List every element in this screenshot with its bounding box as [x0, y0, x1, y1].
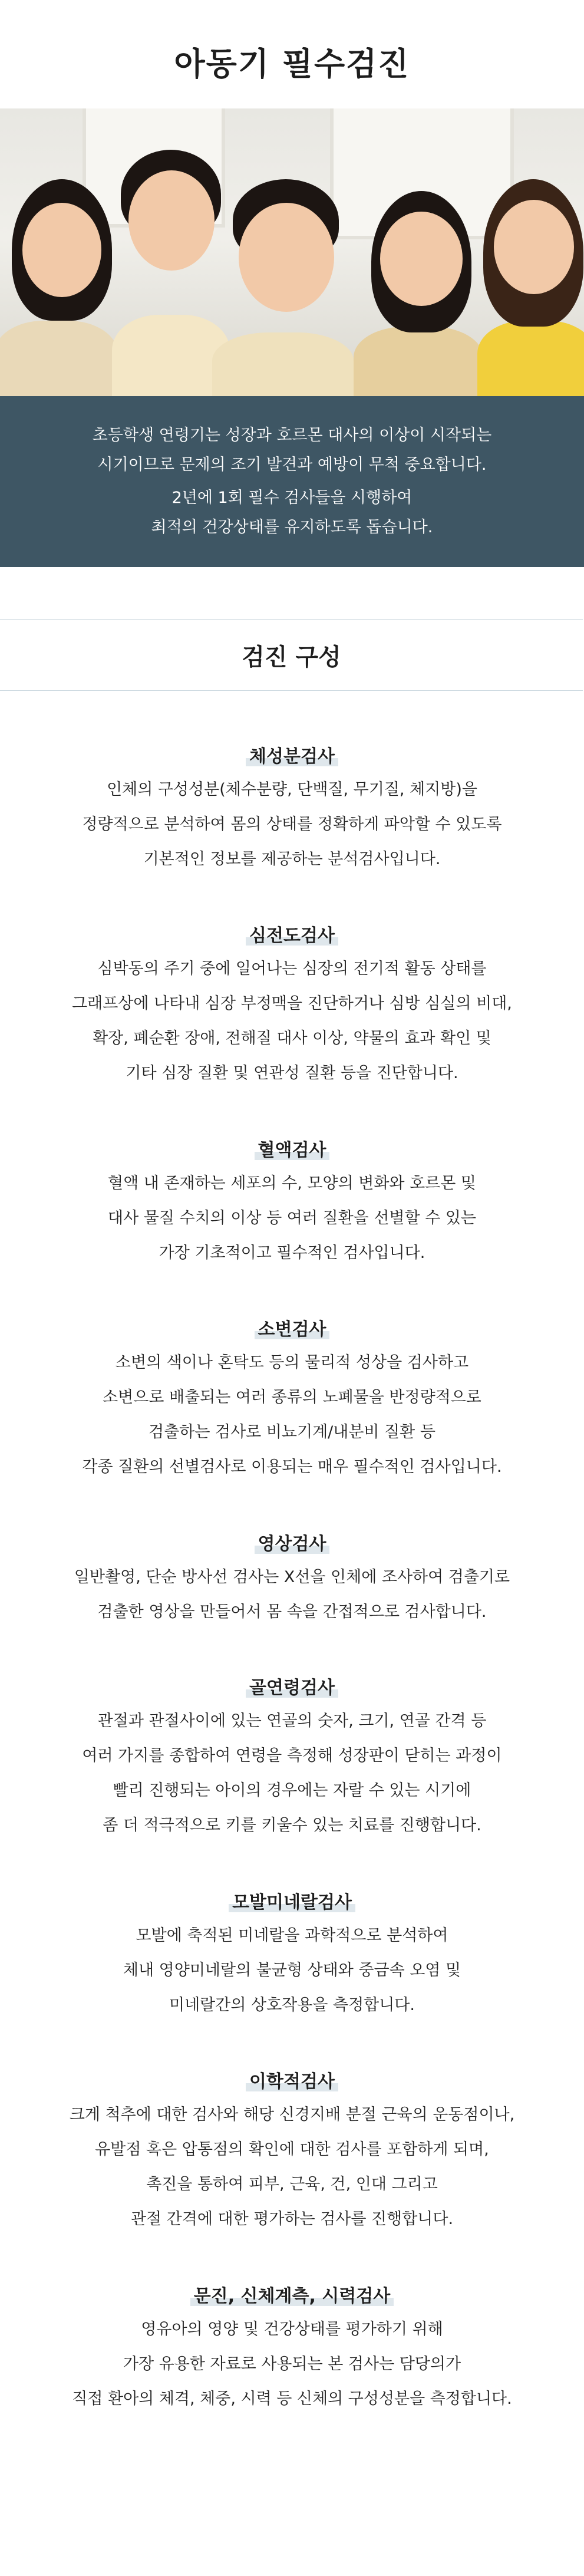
exam-desc-line: 인체의 구성성분(체수분량, 단백질, 무기질, 체지방)을: [107, 780, 477, 799]
exam-desc-line: 검출하는 검사로 비뇨기계/내분비 질환 등: [149, 1423, 435, 1441]
exam-desc-line: 크게 척추에 대한 검사와 해당 신경지배 분절 근육의 운동점이나,: [69, 2106, 515, 2124]
exam-desc-line: 확장, 폐순환 장애, 전해질 대사 이상, 약물의 효과 확인 및: [93, 1029, 491, 1047]
exam-desc-line: 정량적으로 분석하여 몸의 상태를 정확하게 파악할 수 있도록: [82, 815, 502, 834]
exam-desc-line: 기타 심장 질환 및 연관성 질환 등을 진단합니다.: [126, 1064, 458, 1082]
exam-title: 영상검사: [255, 1529, 330, 1555]
exam-desc-line: 관절과 관절사이에 있는 연골의 숫자, 크기, 연골 간격 등: [97, 1712, 487, 1730]
exam-desc-line: 체내 영양미네랄의 불균형 상태와 중금속 오염 및: [123, 1961, 461, 1979]
exam-desc-line: 직접 환아의 체격, 체중, 시력 등 신체의 구성성분을 측정합니다.: [72, 2390, 512, 2408]
exam-desc-line: 검출한 영상을 만들어서 몸 속을 간접적으로 검사합니다.: [97, 1603, 487, 1621]
exam-desc-line: 영유아의 영양 및 건강상태를 평가하기 위해: [141, 2320, 443, 2338]
exam-desc-line: 관절 간격에 대한 평가하는 검사를 진행합니다.: [130, 2210, 454, 2228]
exam-item-urine: [0, 1315, 584, 1484]
hero-image: [0, 108, 584, 396]
exam-title: 체성분검사: [246, 742, 338, 767]
exam-desc-line: 소변의 색이나 혼탁도 등의 물리적 성상을 검사하고: [115, 1353, 469, 1372]
exam-desc-line: 혈액 내 존재하는 세포의 수, 모양의 변화와 호르몬 및: [108, 1174, 476, 1193]
exam-item-imaging: [0, 1529, 584, 1629]
intro-banner: [0, 396, 584, 567]
intro-line: 2년에 1회 필수 검사들을 시행하여: [171, 489, 413, 507]
exam-desc-line: 소변으로 배출되는 여러 종류의 노폐물을 반정량적으로: [103, 1388, 481, 1406]
exam-title: 소변검사: [255, 1315, 330, 1340]
intro-line: 초등학생 연령기는 성장과 호르몬 대사의 이상이 시작되는: [92, 426, 492, 444]
exam-title: 이학적검사: [246, 2067, 338, 2093]
exam-desc-line: 촉진을 통하여 피부, 근육, 건, 인대 그리고: [146, 2175, 438, 2193]
intro-line: 시기이므로 문제의 조기 발견과 예방이 무척 중요합니다.: [97, 456, 487, 474]
exam-item-interview: [0, 2281, 584, 2416]
exam-item-hair-mineral: [0, 1887, 584, 2022]
exam-desc-line: 빨리 진행되는 아이의 경우에는 자랄 수 있는 시기에: [113, 1781, 471, 1800]
exam-title: 심전도검사: [246, 921, 338, 947]
exam-item-blood: [0, 1135, 584, 1270]
intro-line: 최적의 건강상태를 유지하도록 돕습니다.: [151, 518, 433, 536]
exam-item-ecg: [0, 921, 584, 1091]
exam-title: 문진, 신체계측, 시력검사: [190, 2281, 394, 2307]
exam-desc-line: 각종 질환의 선별검사로 이용되는 매우 필수적인 검사입니다.: [82, 1458, 502, 1476]
exam-desc-line: 여러 가지를 종합하여 연령을 측정해 성장판이 닫히는 과정이: [82, 1747, 502, 1765]
exam-desc-line: 그래프상에 나타내 심장 부정맥을 진단하거나 심방 심실의 비대,: [72, 994, 512, 1013]
exam-item-body-composition: [0, 742, 584, 877]
exam-desc-line: 미네랄간의 상호작용을 측정합니다.: [169, 1996, 415, 2014]
exam-title: 골연령검사: [246, 1673, 338, 1699]
exam-desc-line: 기본적인 정보를 제공하는 분석검사입니다.: [143, 850, 441, 868]
exam-item-physical: [0, 2067, 584, 2236]
exam-title: 모발미네랄검사: [229, 1887, 355, 1913]
exam-desc-line: 가장 기초적이고 필수적인 검사입니다.: [159, 1244, 425, 1262]
section-header: [0, 619, 583, 691]
exam-desc-line: 좀 더 적극적으로 키를 키울수 있는 치료를 진행합니다.: [103, 1816, 481, 1834]
exam-desc-line: 가장 유용한 자료로 사용되는 본 검사는 담당의가: [123, 2355, 461, 2373]
section-title: 검진 구성: [242, 643, 341, 671]
exam-desc-line: 모발에 축적된 미네랄을 과학적으로 분석하여: [136, 1926, 448, 1945]
exam-desc-line: 유발점 혹은 압통점의 확인에 대한 검사를 포함하게 되며,: [95, 2140, 489, 2159]
exam-desc-line: 심박동의 주기 중에 일어나는 심장의 전기적 활동 상태를: [97, 960, 487, 978]
exam-desc-line: 일반촬영, 단순 방사선 검사는 X선을 인체에 조사하여 검출기로: [74, 1568, 510, 1586]
exam-desc-line: 대사 물질 수치의 이상 등 여러 질환을 선별할 수 있는: [108, 1209, 476, 1227]
page-title: 아동기 필수검진: [174, 45, 410, 83]
exam-title: 혈액검사: [255, 1135, 330, 1161]
exam-item-bone-age: [0, 1673, 584, 1843]
